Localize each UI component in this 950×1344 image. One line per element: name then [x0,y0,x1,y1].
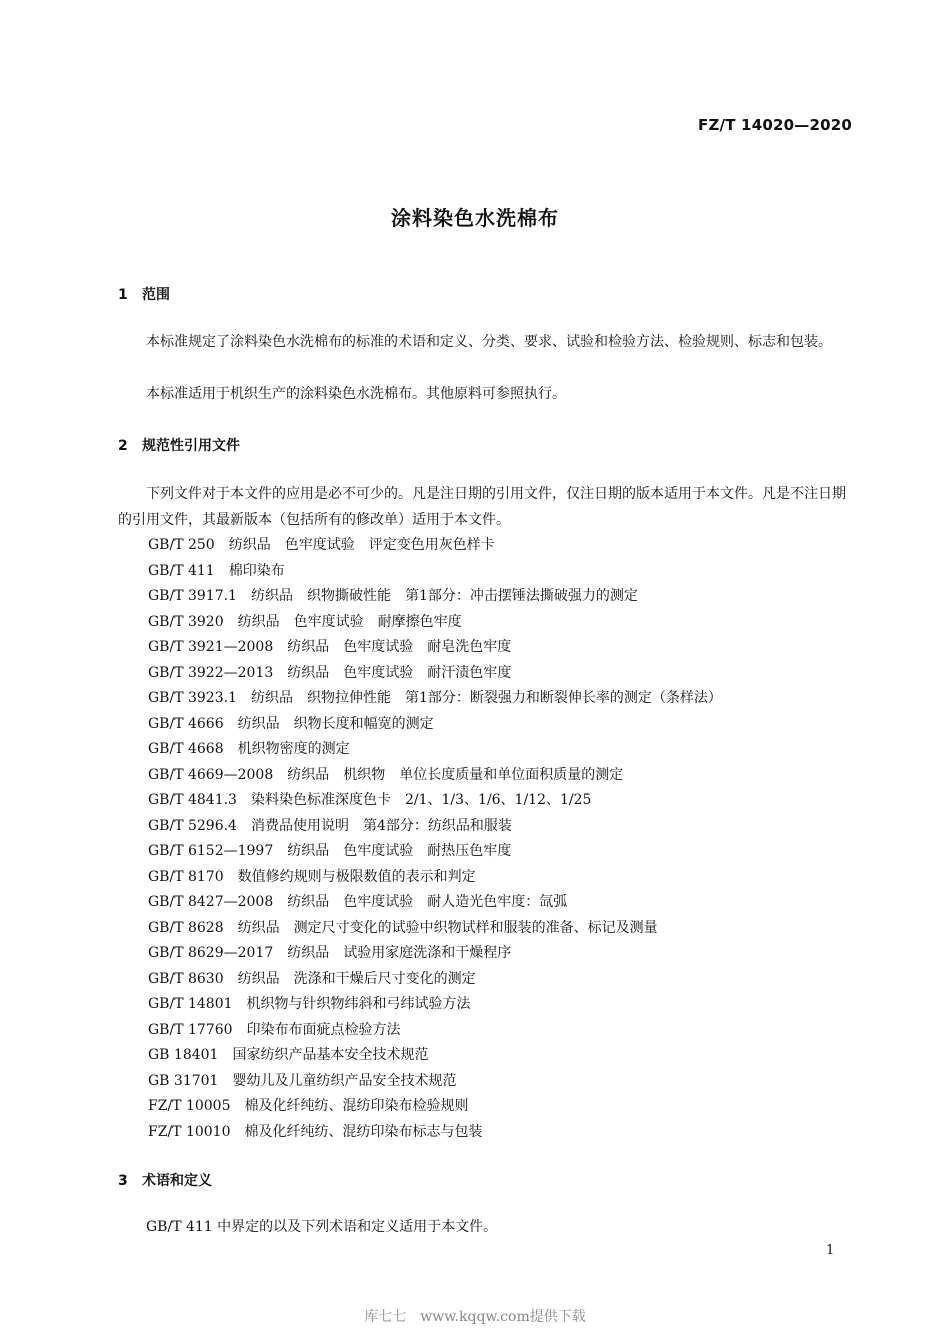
reference-item [148,941,722,967]
reference-item [148,686,722,712]
reference-item [148,763,722,789]
reference-title: 机织物与针织物纬斜和弓纬试验方法 [246,996,471,1012]
reference-code: GB/T 3921—2008 [148,639,274,655]
section-title: 术语和定义 [142,1173,212,1189]
reference-code: GB 18401 [148,1047,219,1063]
reference-code: GB/T 5296.4 [148,817,237,834]
section-3-para-1: GB/T 411 中界定的以及下列术语和定义适用于本文件。 [146,1219,498,1235]
reference-code: GB/T 8170 [148,868,224,885]
reference-item [148,1018,722,1044]
section-number: 1 [118,287,128,303]
reference-title: 纺织品 色牢度试验 耐热压色牢度 [287,843,512,859]
reference-item [148,661,722,687]
reference-item [148,584,722,610]
reference-title: 纺织品 机织物 单位长度质量和单位面积质量的测定 [287,766,624,783]
download-footer: 库七七 www.kqqw.com提供下载 [364,1309,586,1325]
reference-title: 纺织品 织物撕破性能 第1部分：冲击摆锤法撕破强力的测定 [250,588,638,604]
section-title: 范围 [142,287,170,303]
reference-title: 纺织品 色牢度试验 耐摩擦色牢度 [237,613,462,630]
reference-code: GB/T 3917.1 [148,588,237,604]
reference-item [148,1069,722,1095]
reference-code: GB/T 8629—2017 [148,945,274,961]
reference-title: 消费品使用说明 第4部分：纺织品和服装 [250,817,512,834]
section-2-heading [118,435,240,455]
reference-item [148,712,722,738]
reference-title: 纺织品 色牢度试验 耐皂洗色牢度 [287,639,512,655]
reference-item [148,610,722,636]
reference-title: 婴幼儿及儿童纺织产品安全技术规范 [232,1072,457,1089]
reference-item [148,533,722,559]
reference-item [148,1043,722,1069]
section-1-para-1: 本标准规定了涂料染色水洗棉布的标准的术语和定义、分类、要求、试验和检验方法、检验规则、标志和包装。 [146,334,832,350]
reference-code: GB/T 4669—2008 [148,766,274,783]
document-title: 涂料染色水洗棉布 [391,206,559,230]
reference-item [148,1120,722,1146]
page-number: 1 [826,1243,835,1258]
reference-item [148,865,722,891]
reference-title: 纺织品 色牢度试验 评定变色用灰色样卡 [228,537,495,553]
reference-title: 国家纺织产品基本安全技术规范 [232,1047,429,1063]
reference-code: GB 31701 [148,1072,219,1089]
reference-code: FZ/T 10005 [148,1098,231,1114]
reference-item [148,890,722,916]
reference-item [148,559,722,585]
reference-item [148,1094,722,1120]
reference-title: 纺织品 织物拉伸性能 第1部分：断裂强力和断裂伸长率的测定（条样法） [250,690,722,706]
reference-title: 棉印染布 [228,562,285,579]
reference-item [148,839,722,865]
section-title: 规范性引用文件 [142,438,240,454]
reference-title: 纺织品 洗涤和干燥后尺寸变化的测定 [237,970,476,987]
reference-code: GB/T 250 [148,537,215,553]
reference-item [148,916,722,942]
reference-title: 纺织品 试验用家庭洗涤和干燥程序 [287,945,512,961]
reference-code: GB/T 3923.1 [148,690,237,706]
reference-code: GB/T 4668 [148,741,224,757]
reference-title: 纺织品 色牢度试验 耐人造光色牢度：氙弧 [287,894,568,910]
reference-code: GB/T 411 [148,562,215,579]
reference-code: FZ/T 10010 [148,1123,231,1140]
reference-code: GB/T 6152—1997 [148,843,274,859]
reference-code: GB/T 3920 [148,613,224,630]
section-1-para-2: 本标准适用于机织生产的涂料染色水洗棉布。其他原料可参照执行。 [146,386,566,402]
reference-title: 纺织品 织物长度和幅宽的测定 [237,715,434,732]
section-1-heading [118,284,170,304]
reference-item [148,967,722,993]
reference-title: 棉及化纤纯纺、混纺印染布标志与包装 [244,1123,483,1140]
reference-code: GB/T 8630 [148,970,224,987]
reference-title: 机织物密度的测定 [237,741,350,757]
reference-code: GB/T 4841.3 [148,792,237,808]
reference-list [148,533,722,1145]
section-number: 3 [118,1173,128,1189]
section-3-heading [118,1170,212,1190]
reference-code: GB/T 4666 [148,715,224,732]
reference-code: GB/T 8628 [148,919,224,936]
reference-title: 纺织品 色牢度试验 耐汗渍色牢度 [287,664,512,681]
reference-title: 棉及化纤纯纺、混纺印染布检验规则 [244,1098,469,1114]
reference-title: 染料染色标准深度色卡 2/1、1/3、1/6、1/12、1/25 [250,792,592,808]
reference-item [148,992,722,1018]
section-2-para-1: 下列文件对于本文件的应用是必不可少的。凡是注日期的引用文件，仅注日期的版本适用于本文件。凡是不注日期的引用文件，其最新版本（包括所有的修改单）适用于本文件。 [118,486,846,528]
reference-code: GB/T 3922—2013 [148,664,274,681]
reference-code: GB/T 8427—2008 [148,894,274,910]
reference-item [148,737,722,763]
standard-code: FZ/T 14020—2020 [698,116,852,134]
section-number: 2 [118,438,128,454]
reference-title: 印染布布面疵点检验方法 [246,1021,401,1038]
reference-code: GB/T 17760 [148,1021,233,1038]
reference-item [148,788,722,814]
reference-item [148,635,722,661]
reference-code: GB/T 14801 [148,996,233,1012]
reference-title: 纺织品 测定尺寸变化的试验中织物试样和服装的准备、标记及测量 [237,919,658,936]
reference-item [148,814,722,840]
reference-title: 数值修约规则与极限数值的表示和判定 [237,868,476,885]
